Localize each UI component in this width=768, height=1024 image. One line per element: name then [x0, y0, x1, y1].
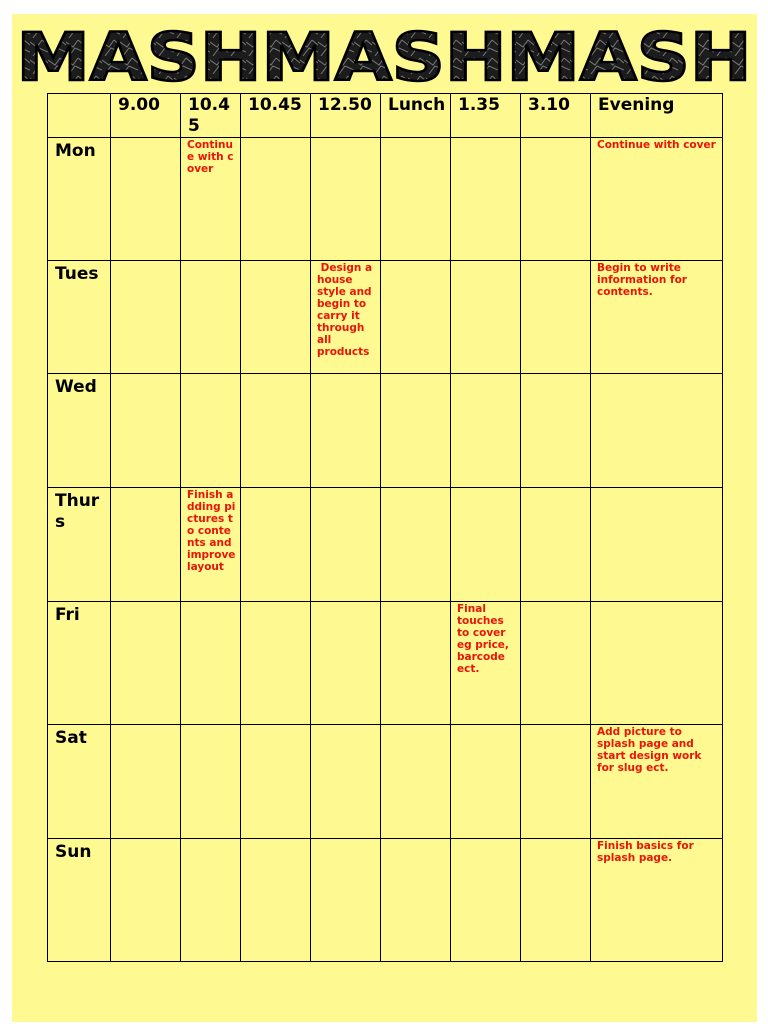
- table-cell: [111, 138, 181, 261]
- col-header-1045a: 10.45: [181, 94, 241, 138]
- banner-title: [12, 20, 757, 90]
- table-cell: [241, 725, 311, 839]
- table-cell: [591, 488, 723, 602]
- table-cell: [451, 261, 521, 374]
- table-cell: [181, 261, 241, 374]
- table-cell: Begin to write information for contents.: [591, 261, 723, 374]
- table-row-tues: [48, 261, 723, 374]
- table-cell: [521, 138, 591, 261]
- day-cell-fri: Fri: [48, 602, 111, 725]
- table-cell: [241, 261, 311, 374]
- table-cell: [381, 488, 451, 602]
- table-cell: Continue with cover: [181, 138, 241, 261]
- table-row-sat: [48, 725, 723, 839]
- table-cell: [381, 261, 451, 374]
- table-cell: [181, 725, 241, 839]
- table-cell: Continue with cover: [591, 138, 723, 261]
- table-cell: [381, 138, 451, 261]
- table-cell: [111, 839, 181, 962]
- table-cell: [451, 138, 521, 261]
- table-cell: [311, 602, 381, 725]
- corner-cell: [48, 94, 111, 138]
- table-cell: [311, 138, 381, 261]
- table-cell: [521, 261, 591, 374]
- table-row-fri: [48, 602, 723, 725]
- banner-title-text: MASHMASHMASH: [16, 20, 752, 90]
- table-cell: [241, 138, 311, 261]
- day-cell-thurs: Thurs: [48, 488, 111, 602]
- table-cell: Finish adding pictures to contents and improve layout: [181, 488, 241, 602]
- table-cell: Add picture to splash page and start design work for slug ect.: [591, 725, 723, 839]
- table-row-sun: [48, 839, 723, 962]
- table-cell: [311, 839, 381, 962]
- table-cell: [241, 374, 311, 488]
- table-cell: [241, 488, 311, 602]
- table-cell: [241, 839, 311, 962]
- table-cell: [521, 725, 591, 839]
- table-cell: [111, 488, 181, 602]
- table-cell: Design a house style and begin to carry it through all products: [311, 261, 381, 374]
- table-cell: [591, 374, 723, 488]
- col-header-evening: Evening: [591, 94, 723, 138]
- table-row-wed: [48, 374, 723, 488]
- col-header-0900: 9.00: [111, 94, 181, 138]
- table-cell: [311, 725, 381, 839]
- table-cell: [381, 839, 451, 962]
- table-cell: [521, 488, 591, 602]
- table-cell: Finish basics for splash page.: [591, 839, 723, 962]
- table-cell: [381, 374, 451, 488]
- table-cell: [451, 374, 521, 488]
- table-cell: [451, 839, 521, 962]
- table-cell: [181, 602, 241, 725]
- table-cell: [381, 602, 451, 725]
- day-cell-wed: Wed: [48, 374, 111, 488]
- day-cell-tues: Tues: [48, 261, 111, 374]
- table-cell: [111, 602, 181, 725]
- table-cell: [521, 602, 591, 725]
- table-row-mon: [48, 138, 723, 261]
- table-cell: [451, 725, 521, 839]
- table-cell: [591, 602, 723, 725]
- table-cell: [241, 602, 311, 725]
- header-row: [48, 94, 723, 138]
- table-cell: [521, 839, 591, 962]
- table-cell: [381, 725, 451, 839]
- table-cell: [311, 374, 381, 488]
- table-cell: [181, 374, 241, 488]
- col-header-lunch: Lunch: [381, 94, 451, 138]
- day-cell-sat: Sat: [48, 725, 111, 839]
- col-header-1335: 1.35: [451, 94, 521, 138]
- table-cell: [111, 374, 181, 488]
- timetable: [47, 93, 723, 962]
- table-row-thurs: [48, 488, 723, 602]
- table-cell: [311, 488, 381, 602]
- document-page: [12, 14, 757, 1022]
- col-header-1250: 12.50: [311, 94, 381, 138]
- table-cell: [521, 374, 591, 488]
- col-header-1045b: 10.45: [241, 94, 311, 138]
- day-cell-sun: Sun: [48, 839, 111, 962]
- day-cell-mon: Mon: [48, 138, 111, 261]
- table-cell: [451, 488, 521, 602]
- table-cell: [111, 725, 181, 839]
- col-header-1510: 3.10: [521, 94, 591, 138]
- table-cell: [111, 261, 181, 374]
- table-cell: [181, 839, 241, 962]
- table-cell: Final touches to cover eg price, barcode ect.: [451, 602, 521, 725]
